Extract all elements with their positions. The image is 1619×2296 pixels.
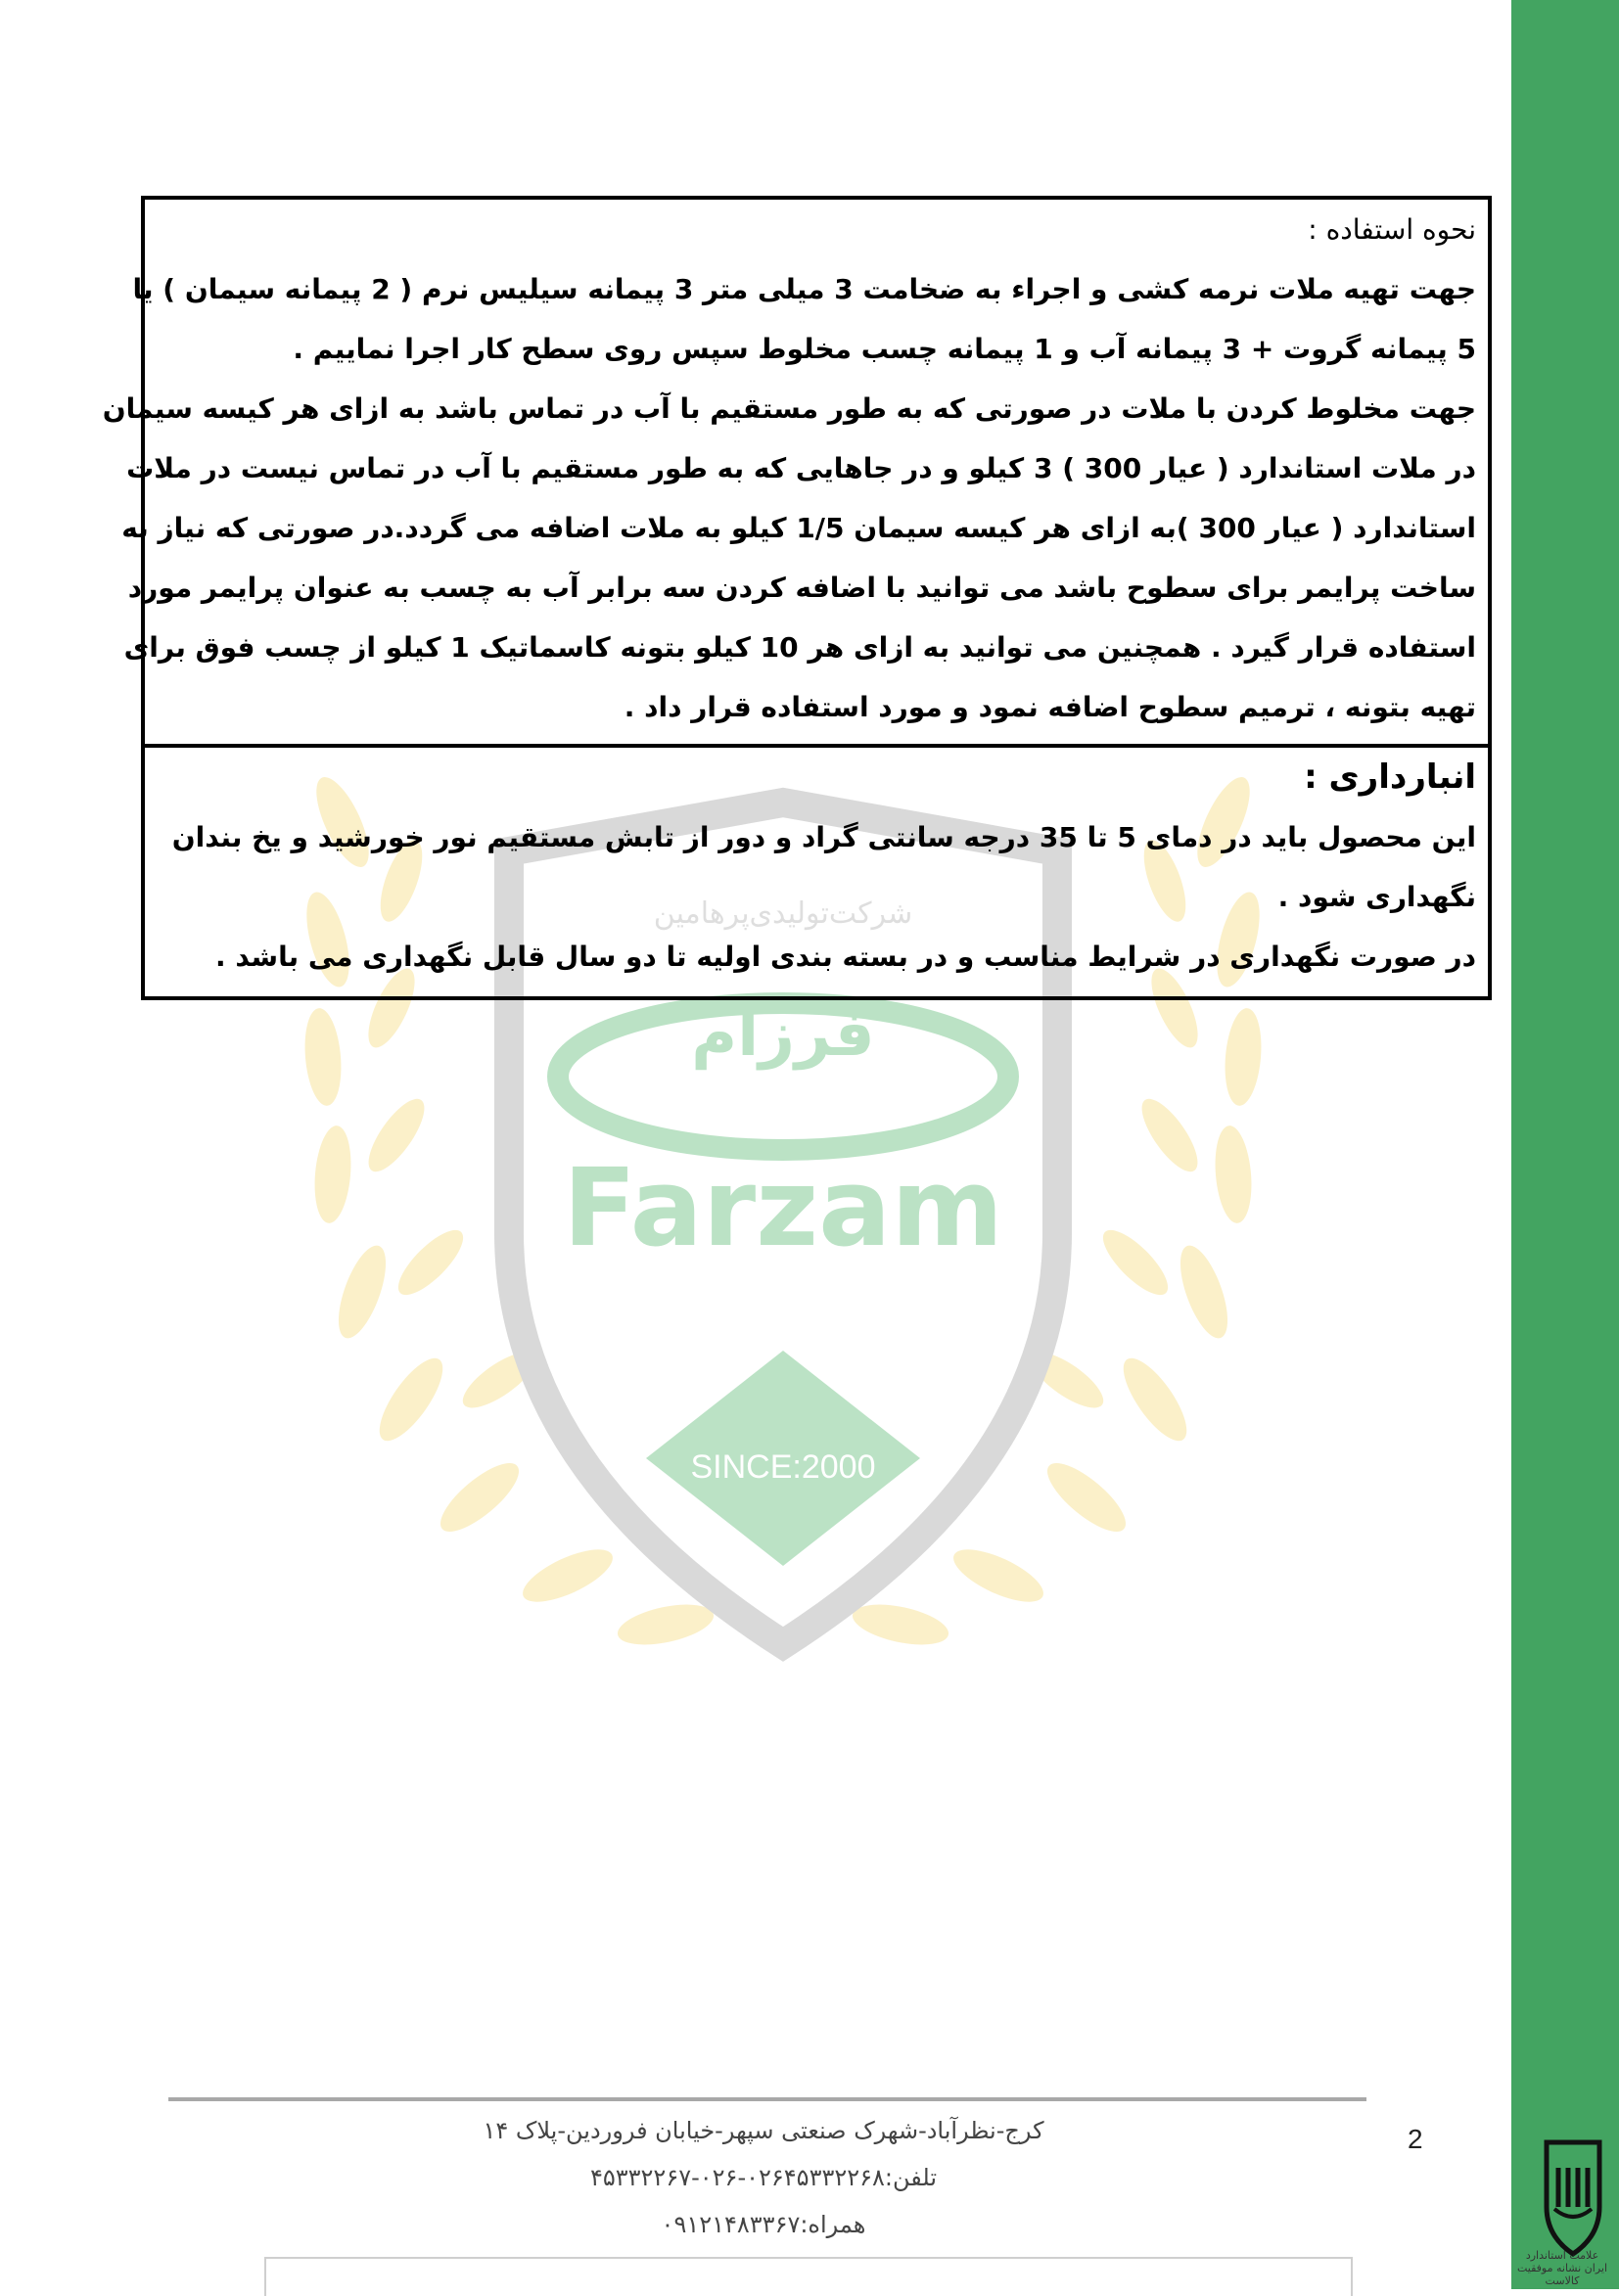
footer-mobile: همراه:۰۹۱۲۱۴۸۳۳۶۷ [661,2211,866,2238]
usage-line: استفاده قرار گیرد . همچنین می توانید به ازای هر 10 کیلو بتونه کاسماتیک 1 کیلو از چسب فوق برای [123,631,1476,664]
watermark-brand-farsi: فرزام [691,998,875,1071]
usage-line: 5 پیمانه گروت + 3 پیمانه آب و 1 پیمانه چسب مخلوط سپس روی سطح کار اجرا نماییم . [293,333,1476,365]
page-number: 2 [1408,2124,1423,2154]
storage-title: انبارداری : [1304,758,1476,797]
usage-line: تهیه بتونه ، ترمیم سطوح اضافه نمود و مورد استفاده قرار داد . [624,691,1476,723]
usage-line: ساخت پرایمر برای سطوح باشد می توانید با اضافه کردن سه برابر آب به چسب به عنوان پرایمر مورد [127,572,1476,604]
watermark-company-name: شرکت‌تولیدی‌پرهامین [653,896,913,931]
usage-line: جهت تهیه ملات نرمه کشی و اجراء به ضخامت 3 میلی متر 3 پیمانه سیلیس نرم ( 2 پیمانه سیمان ) یا [132,273,1476,305]
bottom-frame [264,2257,1353,2296]
iran-standard-logo-icon [1537,2138,1609,2260]
watermark-since: SINCE:2000 [690,1448,876,1486]
usage-section [102,196,1492,748]
footer-divider [168,2097,1366,2101]
footer-address: کرج-نظرآباد-شهرک صنعتی سپهر-خیابان فروردین-پلاک ۱۴ [483,2117,1044,2144]
side-accent-bar [1511,0,1619,2289]
storage-line: در صورت نگهداری در شرایط مناسب و در بسته بندی اولیه تا دو سال قابل نگهداری می باشد . [214,941,1476,973]
storage-section [141,744,1492,1000]
usage-title: نحوه استفاده : [1308,213,1476,246]
watermark-brand-latin: Farzam [562,1145,1004,1270]
standard-caption: علامت استاندارد ایران نشانه موفقیت کالاست [1516,2249,1608,2287]
usage-line: استاندارد ( عیار 300 )به ازای هر کیسه سیمان 1/5 کیلو به ملات اضافه می گردد.در صورتی که نیاز به [121,512,1476,544]
storage-line: این محصول باید در دمای 5 تا 35 درجه سانتی گراد و دور از تابش مستقیم نور خورشید و یخ بندان [171,821,1476,853]
usage-line: جهت مخلوط کردن با ملات در صورتی که به طور مستقیم با آب در تماس باشد به ازای هر کیسه سیمان [102,392,1476,425]
footer-phone: تلفن:۰۲۶۴۵۳۳۲۲۶۸-۰۲۶-۴۵۳۳۲۲۶۷ [589,2164,938,2191]
storage-line: نگهداری شود . [1277,881,1476,913]
usage-line: در ملات استاندارد ( عیار 300 ) 3 کیلو و در جاهایی که به طور مستقیم با آب در تماس نیست در ملات [126,452,1476,484]
